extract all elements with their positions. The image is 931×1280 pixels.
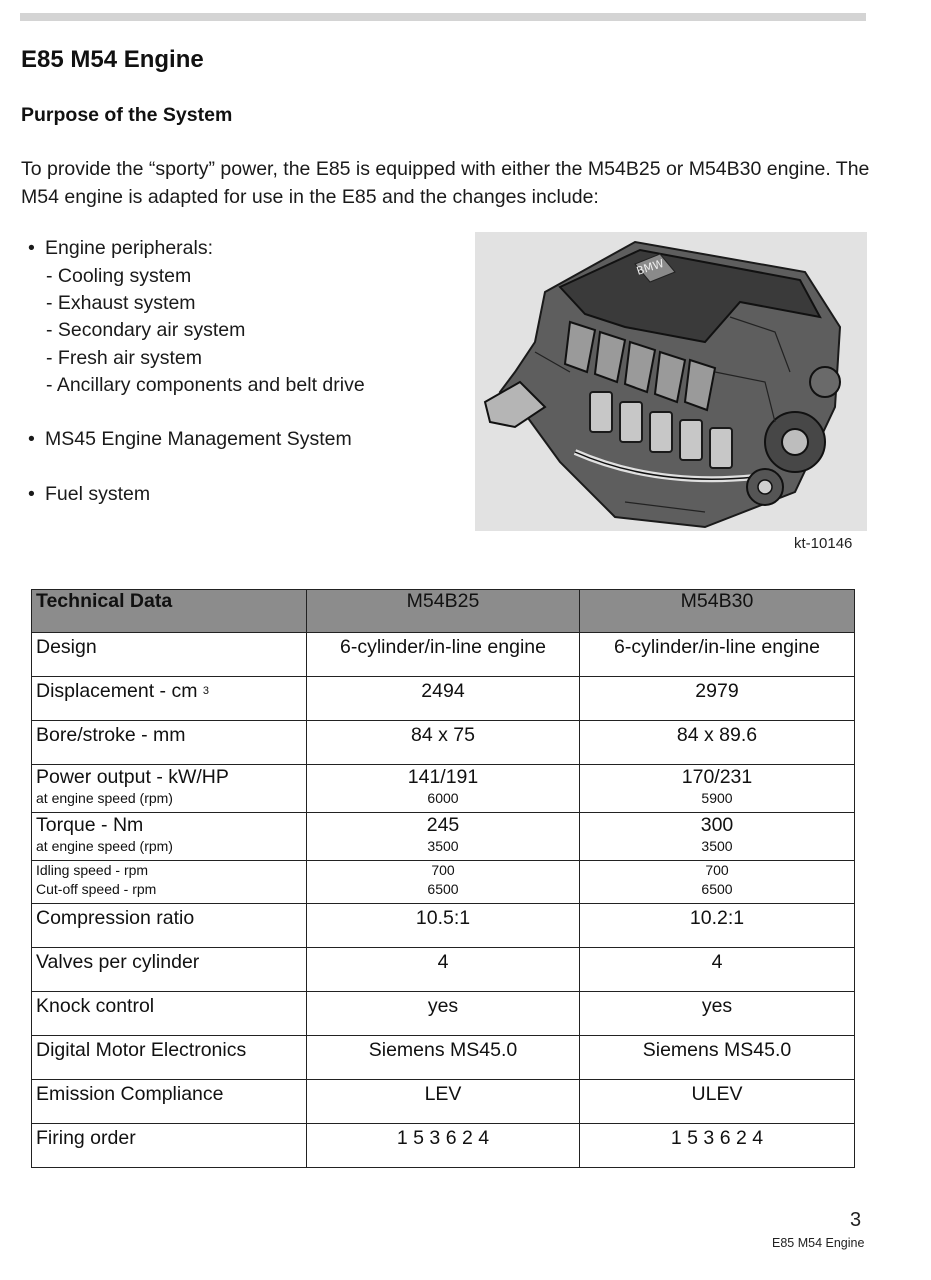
row-label: Knock control	[32, 992, 307, 1036]
table-row	[32, 861, 855, 904]
cell-value: yes	[580, 992, 855, 1036]
bullet-ems: • MS45 Engine Management System	[28, 428, 352, 450]
table-row	[32, 633, 855, 677]
bullet-fuel: • Fuel system	[28, 483, 151, 505]
row-label: Digital Motor Electronics	[32, 1036, 307, 1080]
table-row	[32, 813, 855, 861]
table-row	[32, 721, 855, 765]
row-label: Bore/stroke - mm	[32, 721, 307, 765]
cell-value: 1 5 3 6 2 4	[307, 1124, 580, 1168]
table-row	[32, 904, 855, 948]
page-number: 3	[850, 1209, 862, 1231]
table-row	[32, 1124, 855, 1168]
column-header: M54B30	[580, 590, 855, 633]
cell-value: 245 3500	[307, 813, 580, 861]
technical-data-table	[31, 589, 855, 1168]
table-header-row	[32, 590, 855, 633]
row-label: Emission Compliance	[32, 1080, 307, 1124]
intro-paragraph: To provide the “sporty” power, the E85 is equipped with either the M54B25 or M54B30 engine. The M54 engine is adapted for use in the E85 and the changes include:	[21, 158, 870, 208]
cell-value: 700 6500	[580, 861, 855, 904]
row-label: Displacement - cm $^3$	[32, 677, 307, 721]
sub-item: - Ancillary components and belt drive	[46, 374, 365, 396]
cell-value: LEV	[307, 1080, 580, 1124]
table-row	[32, 765, 855, 813]
cell-value: 4	[307, 948, 580, 992]
figure-caption: kt-10146	[794, 535, 853, 552]
column-header: M54B25	[307, 590, 580, 633]
cell-value: 4	[580, 948, 855, 992]
row-label: Idling speed - rpm Cut-off speed - rpm	[32, 861, 307, 904]
cell-value: 84 x 89.6	[580, 721, 855, 765]
cell-value: ULEV	[580, 1080, 855, 1124]
cell-value: 300 3500	[580, 813, 855, 861]
row-label: Torque - Nm at engine speed (rpm)	[32, 813, 307, 861]
cell-value: 1 5 3 6 2 4	[580, 1124, 855, 1168]
engine-illustration	[475, 232, 867, 531]
row-label: Design	[32, 633, 307, 677]
sub-item: - Exhaust system	[46, 292, 196, 314]
cell-value: 10.5:1	[307, 904, 580, 948]
sub-item: - Fresh air system	[46, 347, 203, 369]
top-rule	[20, 13, 866, 21]
page-title: E85 M54 Engine	[21, 46, 204, 73]
table-row	[32, 677, 855, 721]
cell-value: 6-cylinder/in-line engine	[307, 633, 580, 677]
cell-value: yes	[307, 992, 580, 1036]
cell-value: 170/231 5900	[580, 765, 855, 813]
cell-value: 700 6500	[307, 861, 580, 904]
row-label: Valves per cylinder	[32, 948, 307, 992]
superscript: 3	[202, 685, 210, 697]
table-row	[32, 992, 855, 1036]
brand-mark: BMW	[634, 256, 666, 278]
cell-value: 2979	[580, 677, 855, 721]
cell-value: Siemens MS45.0	[307, 1036, 580, 1080]
cell-value: 84 x 75	[307, 721, 580, 765]
cell-value: Siemens MS45.0	[580, 1036, 855, 1080]
section-heading: Purpose of the System	[21, 104, 233, 126]
row-label: Power output - kW/HP at engine speed (rpm)	[32, 765, 307, 813]
cell-value: 10.2:1	[580, 904, 855, 948]
column-header: Technical Data	[32, 590, 307, 633]
table-row	[32, 1036, 855, 1080]
cell-value: 6-cylinder/in-line engine	[580, 633, 855, 677]
table-row	[32, 948, 855, 992]
sub-item: - Cooling system	[46, 265, 192, 287]
row-label: Firing order	[32, 1124, 307, 1168]
row-label: Compression ratio	[32, 904, 307, 948]
cell-value: 141/191 6000	[307, 765, 580, 813]
table-row	[32, 1080, 855, 1124]
engine-cutaway-icon	[475, 232, 867, 531]
footer-label: E85 M54 Engine	[772, 1236, 865, 1250]
bullet-engine-peripherals: • Engine peripherals:	[28, 237, 214, 259]
sub-item: - Secondary air system	[46, 319, 246, 341]
cell-value: 2494	[307, 677, 580, 721]
